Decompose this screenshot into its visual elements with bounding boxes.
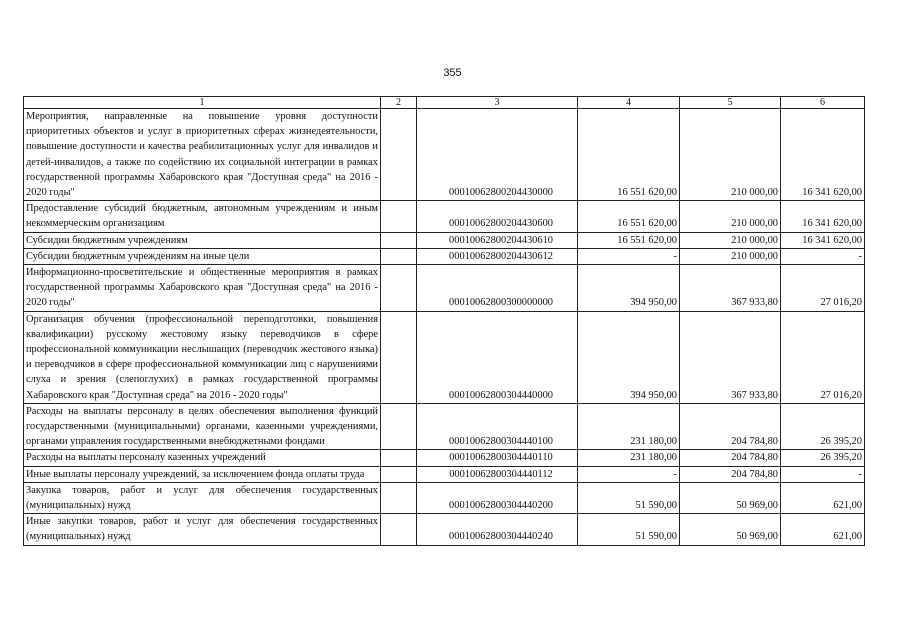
row-code-cell: 00010062800304440100: [417, 403, 578, 450]
row-value5-cell: 367 933,80: [680, 265, 781, 312]
row-col2-cell: [381, 450, 417, 466]
table-row: [24, 265, 865, 312]
row-name-cell: Организация обучения (профессиональной переподготовки, повышения квалификации) русскому жестовому языку переводчиков в сфере профессиональной коммуникации неслышащих (переводчик жестового языка) и переводчиков в сфере профессиональной коммуникации лиц с нарушениями слуха и зрения (слепоглухих) в рамках государственной программы Хабаровского края "Доступная среда" на 2016 - 2020 годы": [24, 311, 381, 403]
table-header-row: [24, 97, 865, 109]
column-header: 4: [578, 97, 680, 109]
table-row: [24, 248, 865, 264]
table-row: [24, 450, 865, 466]
row-name-cell: Предоставление субсидий бюджетным, автономным учреждениям и иным некоммерческим организациям: [24, 201, 381, 232]
table-row: [24, 482, 865, 513]
table-row: [24, 232, 865, 248]
row-col2-cell: [381, 482, 417, 513]
row-code-cell: 00010062800304440240: [417, 514, 578, 545]
row-value4-cell: 51 590,00: [578, 482, 680, 513]
row-col2-cell: [381, 403, 417, 450]
row-code-cell: 00010062800204430610: [417, 232, 578, 248]
row-value6-cell: 16 341 620,00: [781, 232, 865, 248]
row-value6-cell: 621,00: [781, 514, 865, 545]
row-col2-cell: [381, 232, 417, 248]
row-code-cell: 00010062800204430600: [417, 201, 578, 232]
row-value6-cell: 26 395,20: [781, 403, 865, 450]
row-value4-cell: -: [578, 248, 680, 264]
column-header: 1: [24, 97, 381, 109]
row-name-cell: Информационно-просветительские и общественные мероприятия в рамках государственной программы Хабаровского края "Доступная среда" на 2016 - 2020 годы": [24, 265, 381, 312]
table-row: [24, 403, 865, 450]
row-value4-cell: 16 551 620,00: [578, 109, 680, 201]
row-value4-cell: 51 590,00: [578, 514, 680, 545]
row-value6-cell: -: [781, 466, 865, 482]
row-value6-cell: 16 341 620,00: [781, 201, 865, 232]
row-value6-cell: 26 395,20: [781, 450, 865, 466]
row-col2-cell: [381, 466, 417, 482]
page-number: 355: [443, 67, 462, 79]
row-value4-cell: 394 950,00: [578, 265, 680, 312]
row-value5-cell: 210 000,00: [680, 201, 781, 232]
row-value4-cell: 394 950,00: [578, 311, 680, 403]
row-code-cell: 00010062800304440112: [417, 466, 578, 482]
row-value4-cell: -: [578, 466, 680, 482]
row-value5-cell: 210 000,00: [680, 109, 781, 201]
row-col2-cell: [381, 109, 417, 201]
row-value4-cell: 16 551 620,00: [578, 201, 680, 232]
column-header: 5: [680, 97, 781, 109]
row-name-cell: Расходы на выплаты персоналу в целях обеспечения выполнения функций государственными (муниципальными) органами, казенными учреждениями, органами управления государственными внебюджетными фондами: [24, 403, 381, 450]
table-row: [24, 311, 865, 403]
row-value4-cell: 16 551 620,00: [578, 232, 680, 248]
row-col2-cell: [381, 201, 417, 232]
row-name-cell: Субсидии бюджетным учреждениям: [24, 232, 381, 248]
table-row: [24, 201, 865, 232]
row-code-cell: 00010062800304440200: [417, 482, 578, 513]
row-value5-cell: 204 784,80: [680, 450, 781, 466]
row-col2-cell: [381, 311, 417, 403]
column-header: 3: [417, 97, 578, 109]
row-value5-cell: 50 969,00: [680, 514, 781, 545]
row-value6-cell: 27 016,20: [781, 265, 865, 312]
row-name-cell: Расходы на выплаты персоналу казенных учреждений: [24, 450, 381, 466]
row-col2-cell: [381, 514, 417, 545]
column-header: 2: [381, 97, 417, 109]
column-header: 6: [781, 97, 865, 109]
row-value6-cell: 27 016,20: [781, 311, 865, 403]
row-value5-cell: 367 933,80: [680, 311, 781, 403]
row-code-cell: 00010062800204430000: [417, 109, 578, 201]
row-name-cell: Иные выплаты персоналу учреждений, за исключением фонда оплаты труда: [24, 466, 381, 482]
budget-table: [23, 96, 865, 546]
row-value5-cell: 204 784,80: [680, 403, 781, 450]
table-row: [24, 514, 865, 545]
row-name-cell: Закупка товаров, работ и услуг для обеспечения государственных (муниципальных) нужд: [24, 482, 381, 513]
row-code-cell: 00010062800204430612: [417, 248, 578, 264]
row-value4-cell: 231 180,00: [578, 450, 680, 466]
row-code-cell: 00010062800304440110: [417, 450, 578, 466]
row-code-cell: 00010062800300000000: [417, 265, 578, 312]
row-col2-cell: [381, 248, 417, 264]
row-code-cell: 00010062800304440000: [417, 311, 578, 403]
row-value6-cell: 16 341 620,00: [781, 109, 865, 201]
row-name-cell: Иные закупки товаров, работ и услуг для обеспечения государственных (муниципальных) нужд: [24, 514, 381, 545]
row-name-cell: Субсидии бюджетным учреждениям на иные цели: [24, 248, 381, 264]
row-value5-cell: 204 784,80: [680, 466, 781, 482]
row-value5-cell: 210 000,00: [680, 232, 781, 248]
row-value4-cell: 231 180,00: [578, 403, 680, 450]
row-value6-cell: 621,00: [781, 482, 865, 513]
table-row: [24, 466, 865, 482]
row-value5-cell: 210 000,00: [680, 248, 781, 264]
row-name-cell: Мероприятия, направленные на повышение уровня доступности приоритетных объектов и услуг в приоритетных сферах жизнедеятельности, повышение доступности и качества реабилитационных услуг для инвалидов и детей-инвалидов, а также по содействию их социальной интеграции в рамках государственной программы Хабаровского края "Доступная среда" на 2016 - 2020 годы": [24, 109, 381, 201]
row-value6-cell: -: [781, 248, 865, 264]
table-row: [24, 109, 865, 201]
row-value5-cell: 50 969,00: [680, 482, 781, 513]
row-col2-cell: [381, 265, 417, 312]
